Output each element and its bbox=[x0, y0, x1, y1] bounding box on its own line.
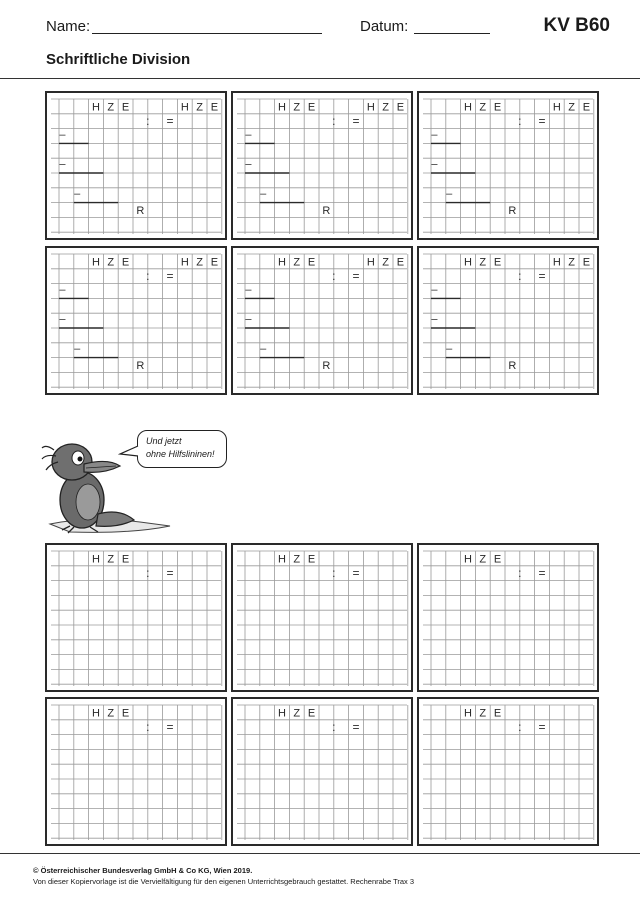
place-value-label: H bbox=[92, 553, 100, 566]
place-value-label: E bbox=[121, 256, 130, 269]
place-value-label: E bbox=[121, 101, 130, 114]
date-label: Datum: bbox=[360, 18, 409, 35]
place-value-label: Z bbox=[107, 101, 115, 114]
place-value-label: H bbox=[92, 707, 100, 720]
minus-sign: – bbox=[245, 158, 252, 171]
divide-sign: : bbox=[332, 269, 336, 284]
speech-bubble-tail bbox=[118, 444, 140, 460]
footer-note: Von dieser Kopiervorlage ist die Vervielfältigung für den eigenen Unterrichtsgebrauch gestattet. Rechenrabe Trax 3 bbox=[33, 877, 415, 886]
equals-sign: = bbox=[352, 566, 360, 581]
place-value-label: E bbox=[307, 707, 316, 720]
minus-sign: – bbox=[59, 284, 66, 296]
result-place-value-label: H bbox=[180, 256, 189, 269]
place-value-label: Z bbox=[107, 553, 115, 566]
result-place-value-label: Z bbox=[382, 101, 389, 114]
minus-sign: – bbox=[59, 313, 66, 326]
minus-sign: – bbox=[245, 129, 252, 141]
division-exercise-box[interactable] bbox=[417, 543, 599, 692]
place-value-label: E bbox=[307, 101, 316, 114]
place-value-label: H bbox=[278, 707, 286, 720]
place-value-label: E bbox=[493, 553, 502, 566]
place-value-label: E bbox=[493, 707, 502, 720]
equals-sign: = bbox=[538, 566, 546, 581]
equals-sign: = bbox=[352, 269, 360, 284]
place-value-label: H bbox=[278, 101, 286, 114]
divide-sign: : bbox=[146, 269, 150, 284]
minus-sign: – bbox=[74, 343, 81, 356]
place-value-label: E bbox=[493, 101, 502, 114]
division-exercise-box[interactable] bbox=[231, 91, 413, 240]
division-exercise-box[interactable] bbox=[417, 246, 599, 395]
remainder-sign: R bbox=[136, 360, 145, 372]
place-value-label: H bbox=[92, 101, 100, 114]
place-value-label: H bbox=[464, 256, 472, 269]
date-field[interactable] bbox=[414, 33, 490, 34]
page-header bbox=[0, 0, 640, 80]
remainder-sign: R bbox=[322, 205, 331, 217]
result-place-value-label: Z bbox=[196, 256, 203, 269]
divide-sign: : bbox=[146, 114, 150, 129]
division-exercise-box[interactable] bbox=[45, 246, 227, 395]
place-value-label: H bbox=[278, 553, 286, 566]
minus-sign: – bbox=[431, 158, 438, 171]
division-exercise-box[interactable] bbox=[45, 91, 227, 240]
place-value-label: Z bbox=[293, 101, 301, 114]
place-value-label: Z bbox=[107, 707, 115, 720]
header-divider bbox=[0, 78, 640, 79]
name-field[interactable] bbox=[92, 33, 322, 34]
place-value-label: Z bbox=[107, 256, 115, 269]
division-exercise-box[interactable] bbox=[417, 697, 599, 846]
division-exercise-box[interactable] bbox=[231, 246, 413, 395]
place-value-label: Z bbox=[479, 553, 487, 566]
speech-line-2: ohne Hilfslininen! bbox=[146, 449, 215, 459]
divide-sign: : bbox=[518, 114, 522, 129]
equals-sign: = bbox=[538, 720, 546, 735]
division-exercise-box[interactable] bbox=[45, 543, 227, 692]
minus-sign: – bbox=[245, 284, 252, 296]
equals-sign: = bbox=[352, 114, 360, 129]
place-value-label: Z bbox=[479, 256, 487, 269]
place-value-label: H bbox=[464, 553, 472, 566]
minus-sign: – bbox=[446, 343, 453, 356]
result-place-value-label: Z bbox=[568, 256, 575, 269]
place-value-label: E bbox=[307, 553, 316, 566]
divide-sign: : bbox=[518, 720, 522, 735]
result-place-value-label: E bbox=[582, 256, 591, 269]
division-exercise-box[interactable] bbox=[45, 697, 227, 846]
divide-sign: : bbox=[146, 566, 150, 581]
place-value-label: Z bbox=[293, 707, 301, 720]
minus-sign: – bbox=[59, 158, 66, 171]
minus-sign: – bbox=[446, 188, 453, 201]
minus-sign: – bbox=[260, 343, 267, 356]
equals-sign: = bbox=[166, 114, 174, 129]
place-value-label: Z bbox=[479, 707, 487, 720]
remainder-sign: R bbox=[322, 360, 331, 372]
place-value-label: Z bbox=[479, 101, 487, 114]
place-value-label: H bbox=[278, 256, 286, 269]
result-place-value-label: H bbox=[180, 101, 189, 114]
remainder-sign: R bbox=[508, 205, 517, 217]
equals-sign: = bbox=[538, 269, 546, 284]
result-place-value-label: E bbox=[396, 256, 405, 269]
footer-divider bbox=[0, 853, 640, 854]
divide-sign: : bbox=[518, 269, 522, 284]
result-place-value-label: E bbox=[582, 101, 591, 114]
divide-sign: : bbox=[518, 566, 522, 581]
place-value-label: E bbox=[121, 553, 130, 566]
divide-sign: : bbox=[146, 720, 150, 735]
name-label: Name: bbox=[46, 18, 91, 35]
result-place-value-label: H bbox=[552, 256, 561, 269]
minus-sign: – bbox=[74, 188, 81, 201]
place-value-label: E bbox=[493, 256, 502, 269]
place-value-label: H bbox=[464, 707, 472, 720]
divide-sign: : bbox=[332, 566, 336, 581]
result-place-value-label: E bbox=[396, 101, 405, 114]
result-place-value-label: Z bbox=[568, 101, 575, 114]
division-exercise-box[interactable] bbox=[231, 543, 413, 692]
worksheet-code: KV B60 bbox=[543, 15, 610, 36]
place-value-label: H bbox=[92, 256, 100, 269]
equals-sign: = bbox=[352, 720, 360, 735]
result-place-value-label: H bbox=[366, 256, 375, 269]
place-value-label: E bbox=[121, 707, 130, 720]
result-place-value-label: E bbox=[210, 101, 219, 114]
equals-sign: = bbox=[166, 720, 174, 735]
minus-sign: – bbox=[260, 188, 267, 201]
minus-sign: – bbox=[245, 313, 252, 326]
remainder-sign: R bbox=[508, 360, 517, 372]
place-value-label: E bbox=[307, 256, 316, 269]
minus-sign: – bbox=[59, 129, 66, 141]
result-place-value-label: Z bbox=[382, 256, 389, 269]
speech-line-1: Und jetzt bbox=[146, 436, 182, 446]
minus-sign: – bbox=[431, 284, 438, 296]
divide-sign: : bbox=[332, 720, 336, 735]
place-value-label: Z bbox=[293, 256, 301, 269]
result-place-value-label: H bbox=[366, 101, 375, 114]
divide-sign: : bbox=[332, 114, 336, 129]
place-value-label: Z bbox=[293, 553, 301, 566]
page-title: Schriftliche Division bbox=[46, 51, 191, 68]
division-exercise-box[interactable] bbox=[417, 91, 599, 240]
equals-sign: = bbox=[166, 269, 174, 284]
result-place-value-label: Z bbox=[196, 101, 203, 114]
place-value-label: H bbox=[464, 101, 472, 114]
minus-sign: – bbox=[431, 129, 438, 141]
result-place-value-label: H bbox=[552, 101, 561, 114]
result-place-value-label: E bbox=[210, 256, 219, 269]
equals-sign: = bbox=[166, 566, 174, 581]
division-exercise-box[interactable] bbox=[231, 697, 413, 846]
remainder-sign: R bbox=[136, 205, 145, 217]
footer-copyright: © Österreichischer Bundesverlag GmbH & Co KG, Wien 2019. bbox=[33, 866, 253, 875]
speech-bubble bbox=[137, 430, 227, 468]
equals-sign: = bbox=[538, 114, 546, 129]
minus-sign: – bbox=[431, 313, 438, 326]
